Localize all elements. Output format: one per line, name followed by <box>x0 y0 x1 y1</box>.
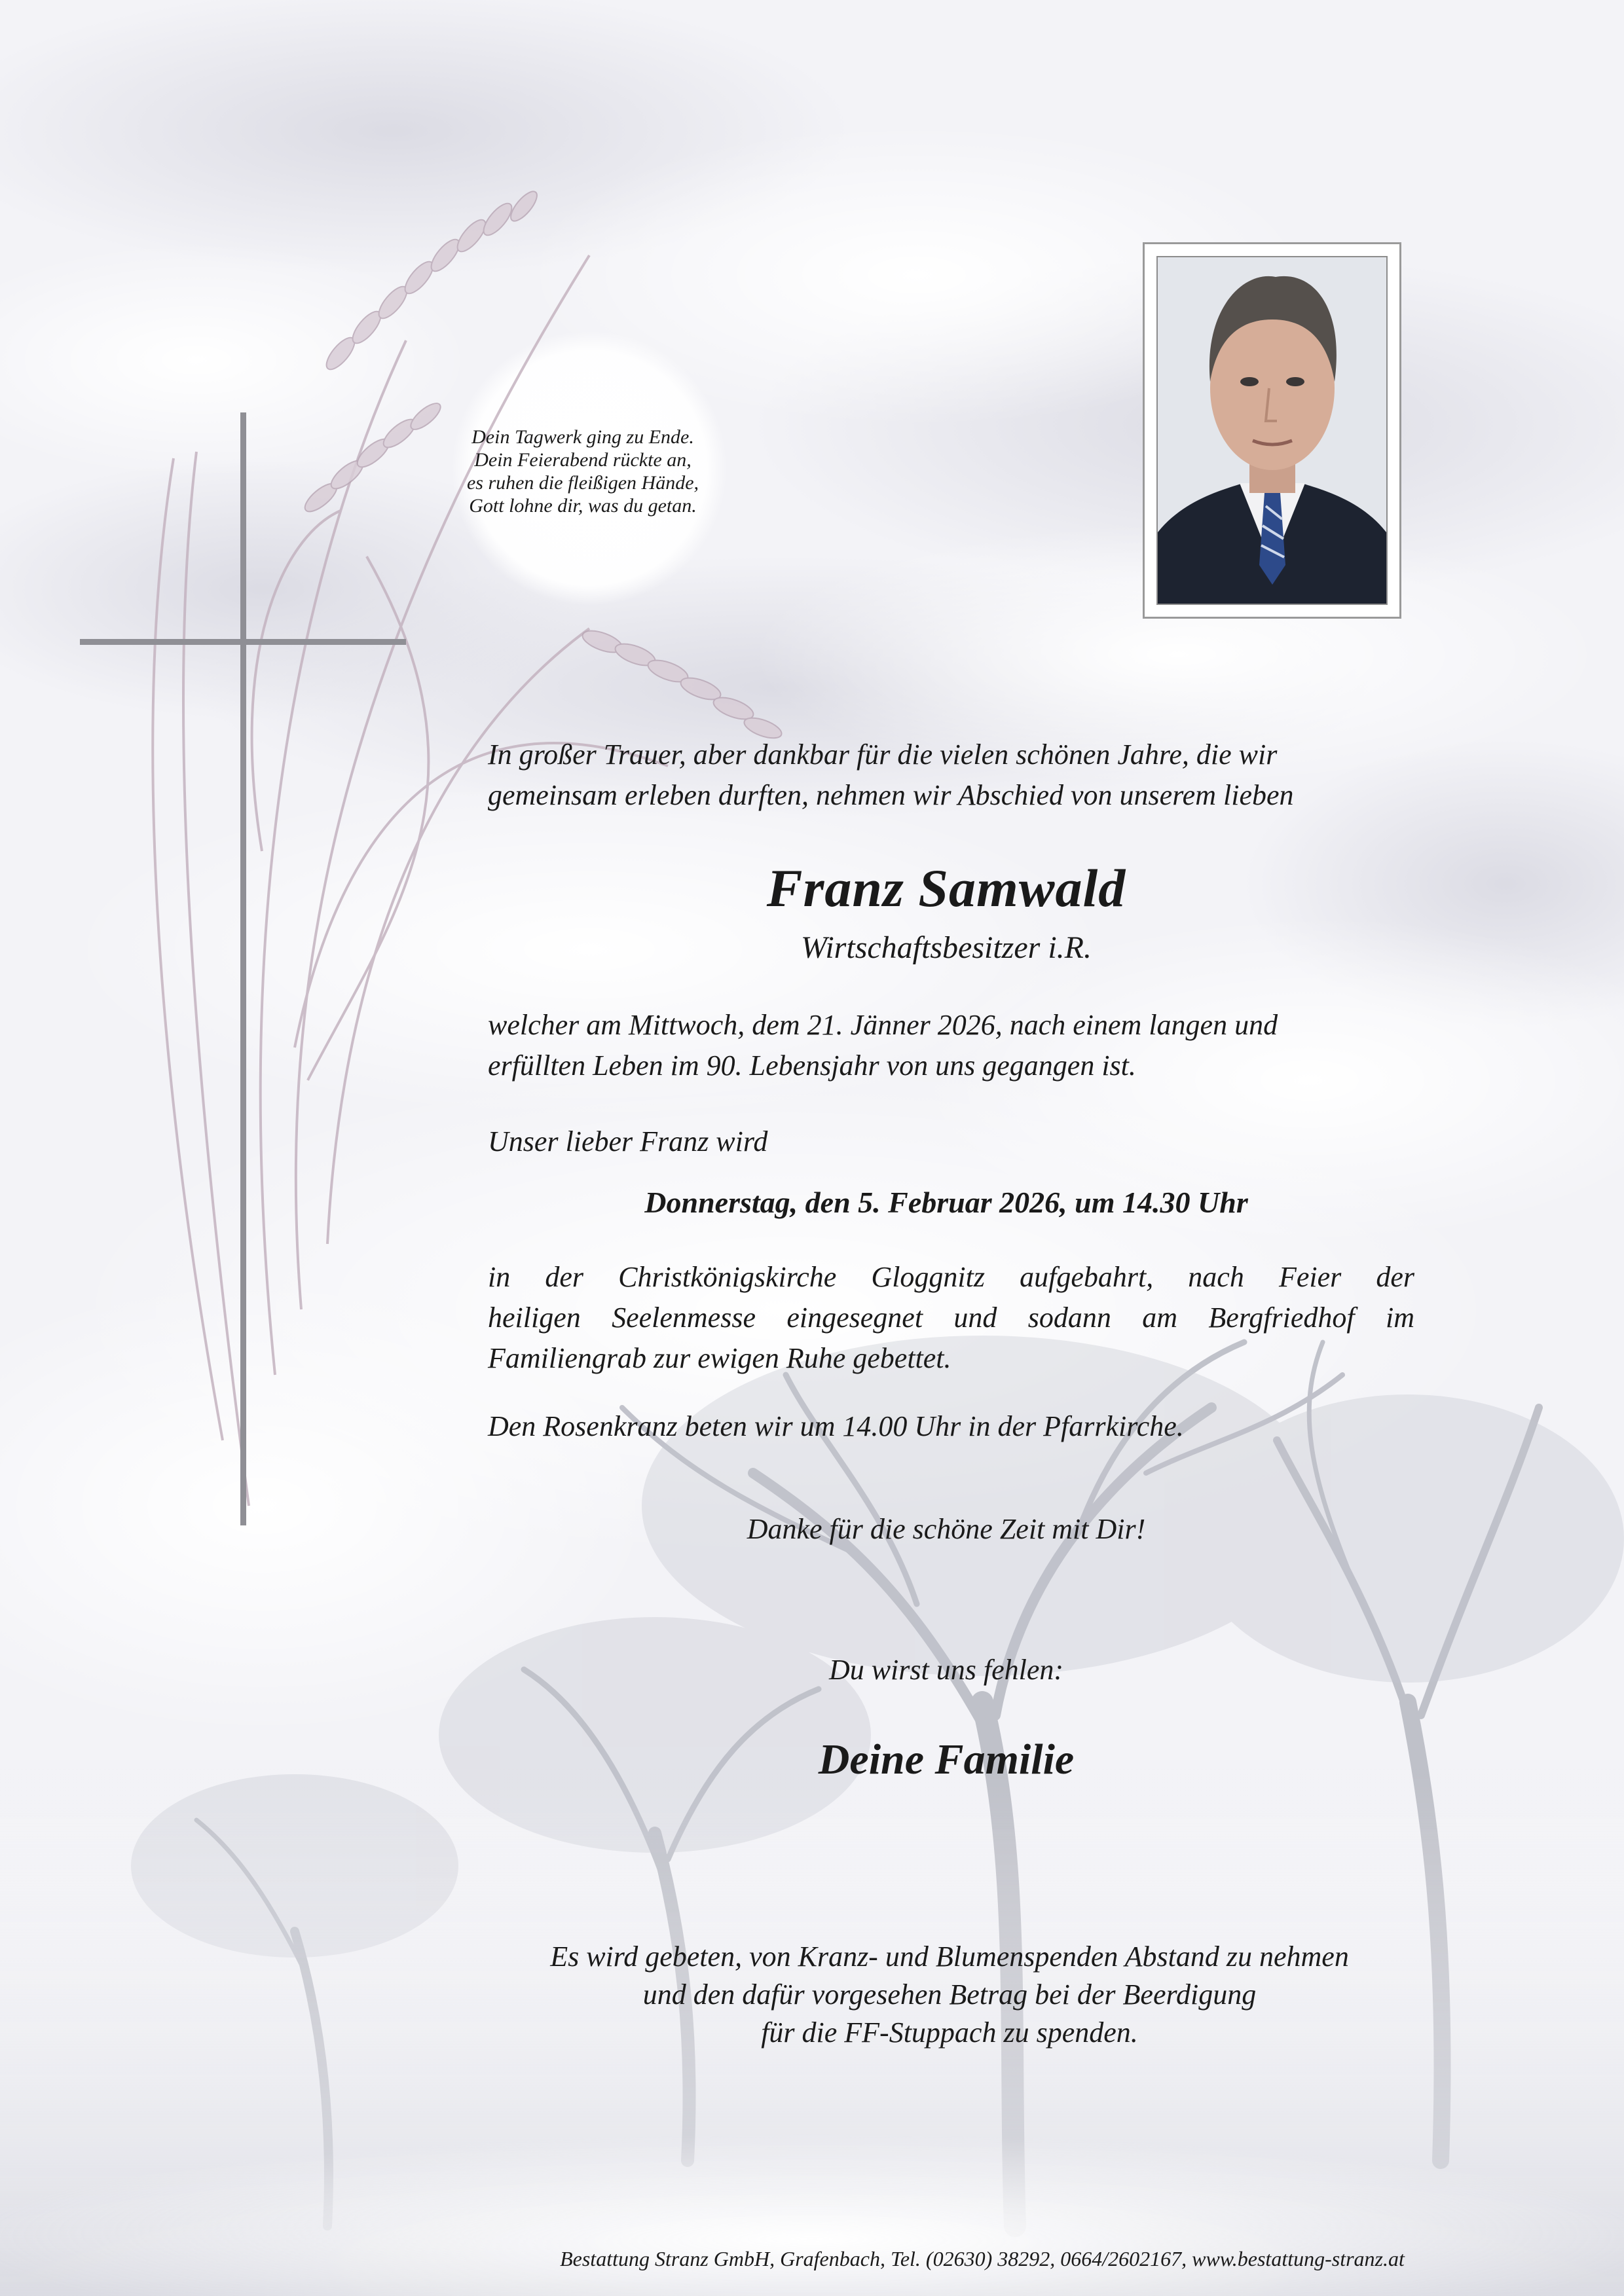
announcement: Unser lieber Franz wird <box>488 1125 768 1157</box>
intro-paragraph <box>488 735 1294 816</box>
ceremony-line: Familiengrab zur ewigen Ruhe gebettet. <box>488 1342 951 1374</box>
death-notice <box>488 1005 1278 1086</box>
donation-line: Es wird gebeten, von Kranz- und Blumenspenden Abstand zu nehmen <box>550 1941 1349 1973</box>
donation-line: für die FF-Stuppach zu spenden. <box>761 2016 1138 2049</box>
death-line: welcher am Mittwoch, dem 21. Jänner 2026, nach einem langen und <box>488 1009 1278 1041</box>
death-line: erfüllten Leben im 90. Lebensjahr von uns gegangen ist. <box>488 1049 1136 1082</box>
funeral-date: Donnerstag, den 5. Februar 2026, um 14.30 Uhr <box>644 1186 1248 1219</box>
verse-line: Gott lohne dir, was du getan. <box>469 495 697 517</box>
intro-line: gemeinsam erleben durften, nehmen wir Abschied von unserem lieben <box>488 779 1294 811</box>
memorial-verse <box>426 426 740 517</box>
deceased-occupation: Wirtschaftsbesitzer i.R. <box>801 930 1092 965</box>
intro-line: In großer Trauer, aber dankbar für die vielen schönen Jahre, die wir <box>488 738 1278 771</box>
verse-line: es ruhen die fleißigen Hände, <box>466 472 699 494</box>
rosary-notice: Den Rosenkranz beten wir um 14.00 Uhr in der Pfarrkirche. <box>488 1410 1184 1442</box>
ceremony-paragraph <box>488 1257 1414 1379</box>
portrait-frame <box>1143 242 1401 619</box>
verse-line: Dein Tagwerk ging zu Ende. <box>471 426 694 448</box>
family-signature: Deine Familie <box>818 1736 1075 1783</box>
donation-request <box>488 1938 1411 2052</box>
ceremony-line: heiligen Seelenmesse eingesegnet und sodann am Bergfriedhof im <box>488 1302 1414 1334</box>
funeral-home-footer: Bestattung Stranz GmbH, Grafenbach, Tel. (02630) 38292, 0664/2602167, www.bestattung-stranz.at <box>560 2247 1405 2270</box>
ceremony-line: in der Christkönigskirche Gloggnitz aufgebahrt, nach Feier der <box>488 1261 1414 1293</box>
verse-line: Dein Feierabend rückte an, <box>474 449 692 471</box>
deceased-name: Franz Samwald <box>766 858 1126 918</box>
portrait-photo <box>1156 256 1388 605</box>
miss-you-line: Du wirst uns fehlen: <box>828 1654 1064 1686</box>
donation-line: und den dafür vorgesehen Betrag bei der Beerdigung <box>642 1978 1257 2011</box>
thanks-line: Danke für die schöne Zeit mit Dir! <box>747 1513 1146 1545</box>
